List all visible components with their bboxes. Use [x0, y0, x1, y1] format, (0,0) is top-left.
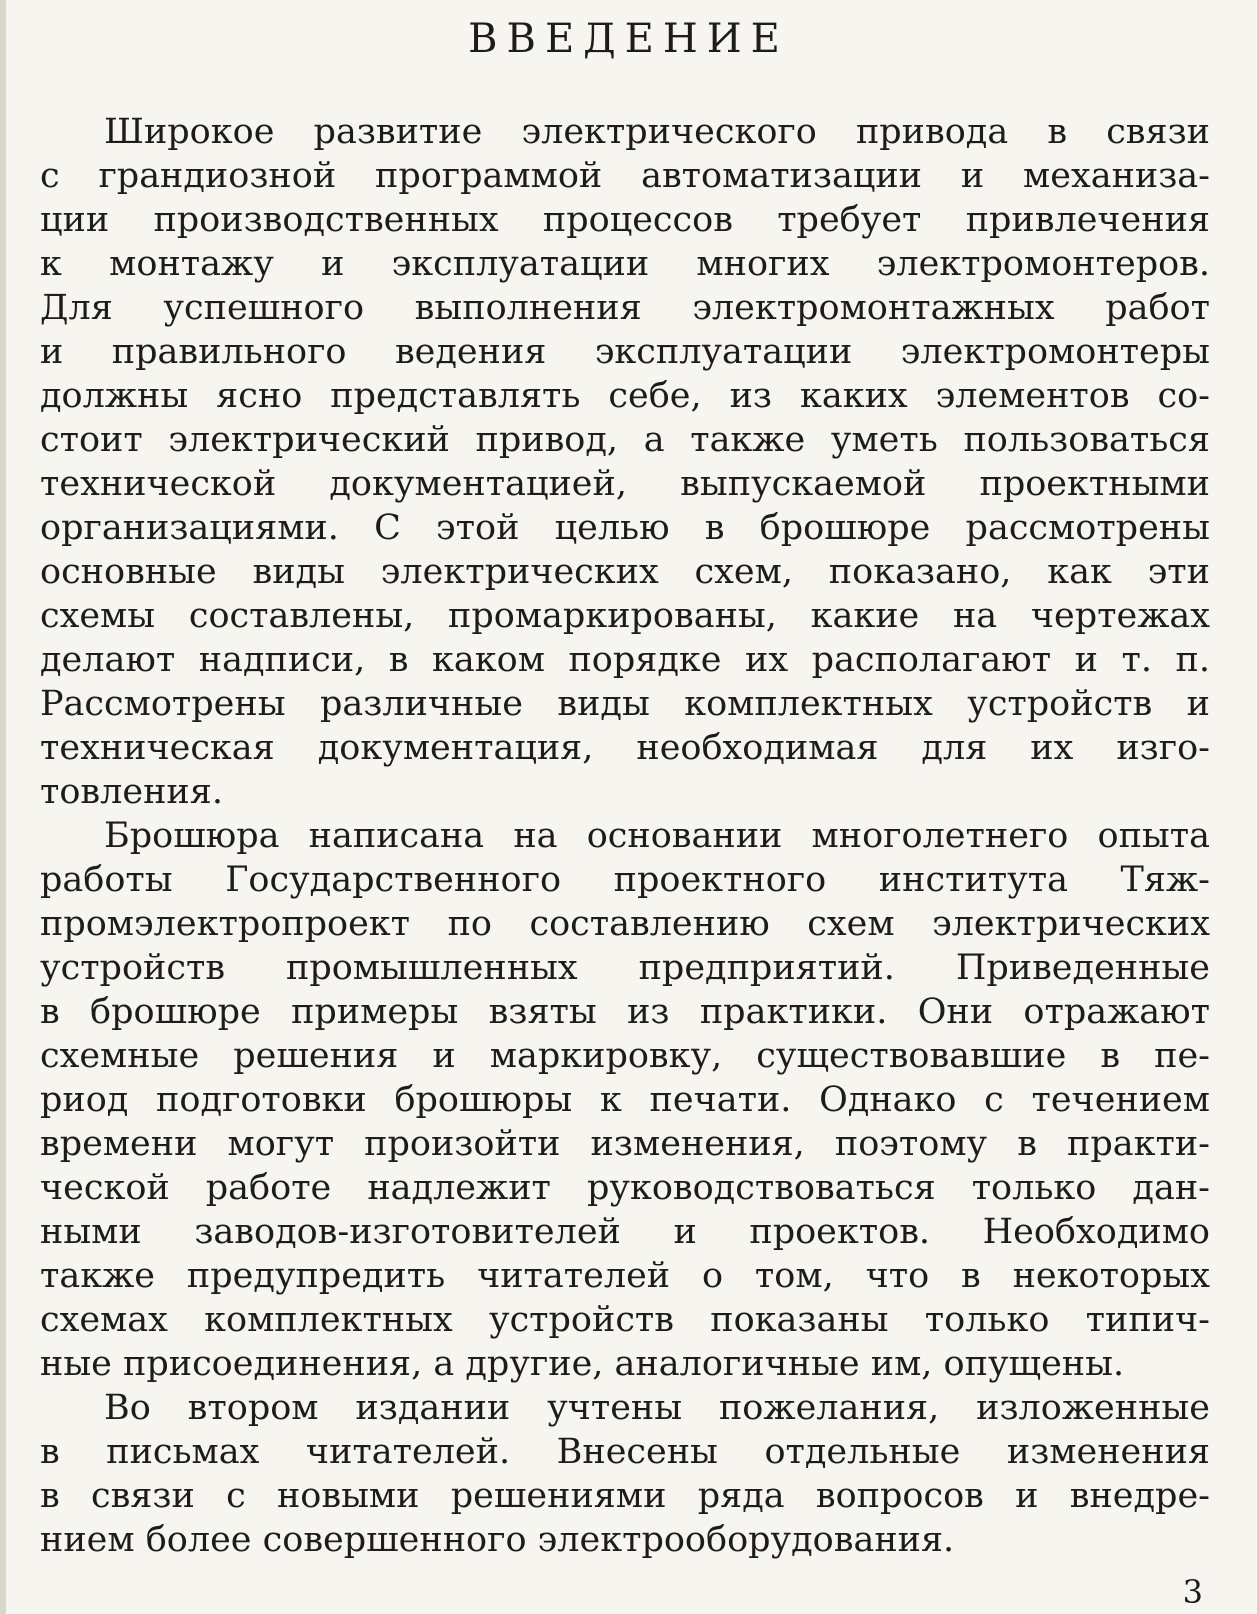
text-line: в письмах читателей. Внесены отдельные изменения	[40, 1432, 1210, 1472]
body-text	[40, 110, 1210, 1562]
text-line: нием более совершенного электрооборудования.	[40, 1520, 955, 1560]
text-line: стоит электрический привод, а также уметь пользоваться	[40, 420, 1210, 460]
text-line: должны ясно представлять себе, из каких элементов со-	[40, 376, 1210, 416]
text-line: схемные решения и маркировку, существовавшие в пе-	[40, 1036, 1210, 1076]
text-line: промэлектропроект по составлению схем электрических	[40, 904, 1210, 944]
text-line: ными заводов-изготовителей и проектов. Необходимо	[40, 1212, 1210, 1252]
paragraph-2	[40, 814, 1210, 1386]
text-line: Во втором издании учтены пожелания, изложенные	[104, 1388, 1210, 1428]
text-line: в связи с новыми решениями ряда вопросов и внедре-	[40, 1476, 1210, 1516]
text-line: ции производственных процессов требует привлечения	[40, 200, 1210, 240]
text-line: организациями. С этой целью в брошюре рассмотрены	[40, 508, 1210, 548]
text-line: с грандиозной программой автоматизации и механиза-	[40, 156, 1210, 196]
text-line: схемы составлены, промаркированы, какие на чертежах	[40, 596, 1210, 636]
text-line: основные виды электрических схем, показано, как эти	[40, 552, 1210, 592]
text-line: к монтажу и эксплуатации многих электромонтеров.	[40, 244, 1210, 284]
text-line: ческой работе надлежит руководствоваться только дан-	[40, 1168, 1210, 1208]
text-line: техническая документация, необходимая для их изго-	[40, 728, 1210, 768]
page-edge-shadow	[0, 0, 6, 1614]
text-line: делают надписи, в каком порядке их располагают и т. п.	[40, 640, 1210, 680]
text-line: времени могут произойти изменения, поэтому в практи-	[40, 1124, 1210, 1164]
text-line: Для успешного выполнения электромонтажных работ	[40, 288, 1210, 328]
paragraph-3	[40, 1386, 1210, 1562]
text-line: также предупредить читателей о том, что в некоторых	[40, 1256, 1210, 1296]
text-line: товления.	[40, 772, 223, 812]
text-line: риод подготовки брошюры к печати. Однако с течением	[40, 1080, 1210, 1120]
text-line: ные присоединения, а другие, аналогичные им, опущены.	[40, 1344, 1125, 1384]
text-line: в брошюре примеры взяты из практики. Они отражают	[40, 992, 1210, 1032]
text-line: устройств промышленных предприятий. Приведенные	[40, 948, 1210, 988]
text-line: схемах комплектных устройств показаны только типич-	[40, 1300, 1210, 1340]
text-line: Рассмотрены различные виды комплектных устройств и	[40, 684, 1210, 724]
page-number: 3	[1182, 1573, 1203, 1611]
text-line: и правильного ведения эксплуатации электромонтеры	[40, 332, 1210, 372]
text-line: Брошюра написана на основании многолетнего опыта	[104, 816, 1210, 856]
text-line: работы Государственного проектного института Тяж-	[40, 860, 1210, 900]
page-title: ВВЕДЕНИЕ	[468, 16, 789, 62]
text-line: Широкое развитие электрического привода в связи	[104, 112, 1210, 152]
text-line: технической документацией, выпускаемой проектными	[40, 464, 1210, 504]
paragraph-1	[40, 110, 1210, 814]
